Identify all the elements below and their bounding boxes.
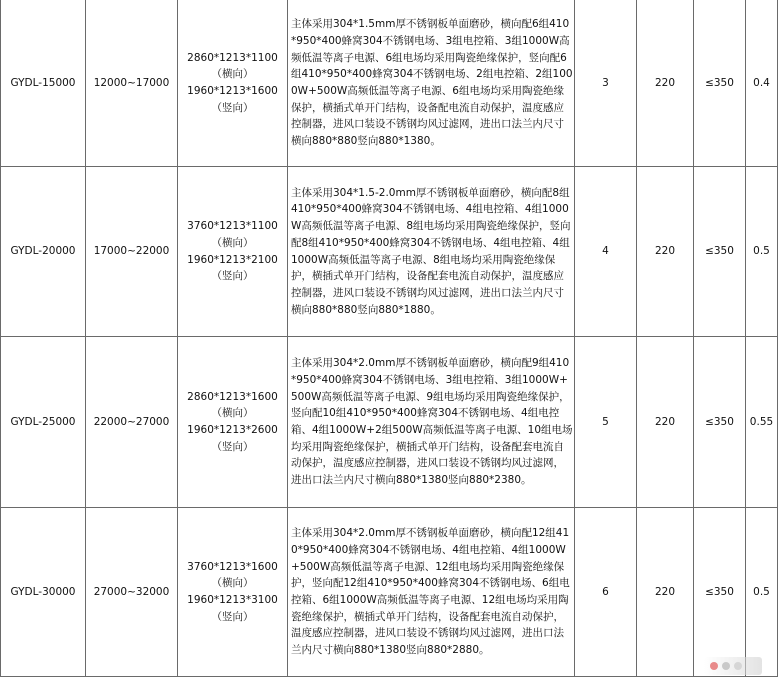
table-row xyxy=(1,337,778,508)
orientation-label: （横向） xyxy=(211,236,254,249)
airflow-range-cell: 22000~27000 xyxy=(86,337,178,508)
airflow-range-cell: 27000~32000 xyxy=(86,508,178,677)
description-cell xyxy=(288,167,575,337)
quantity-cell: 4 xyxy=(575,167,637,337)
orientation-label: （竖向） xyxy=(211,610,254,623)
model-cell: GYDL-20000 xyxy=(1,167,86,337)
voltage-cell: 220 xyxy=(637,167,694,337)
pressure-cell: ≤350 xyxy=(694,167,746,337)
dimension-vertical: 1960*1213*1600 xyxy=(187,85,278,97)
power-cell: 0.5 xyxy=(746,167,778,337)
description-text: 主体采用304*2.0mm厚不锈钢板单面磨砂，横向配9组410*950*400蜂窝304不锈钢电场、3组电控箱、3组1000W+500W高频低温等离子电源、9组电场均采用陶瓷绝缘保护，竖向配10组410*950*400蜂窝304不锈钢电场、4组电控箱、4组1000W+2组500W高频低温等离子电源、10组电场均采用陶瓷绝缘保护，横插式单开门结构，设备配套电流自动保护，温度感应控制器，进风口装设不锈钢均风过滤网，进出口法兰内尺寸横向880*1380竖向880*2380。 xyxy=(291,357,573,487)
dimension-vertical: 1960*1213*2600 xyxy=(187,424,278,436)
voltage-cell: 220 xyxy=(637,508,694,677)
quantity-cell: 3 xyxy=(575,0,637,167)
description-text: 主体采用304*1.5mm厚不锈钢板单面磨砂，横向配6组410*950*400蜂窝304不锈钢电场、3组电控箱、3组1000W高频低温等离子电源、6组电场均采用陶瓷绝缘保护，竖向配6组410*950*400蜂窝304不锈钢电场、2组电控箱、2组1000W+500W高频低温等离子电源、6组电场均采用陶瓷绝缘保护，横插式单开门结构，设备配电流自动保护，温度感应控制器，进风口装设不锈钢均风过滤网，进出口法兰内尺寸横向880*880竖向880*1380。 xyxy=(291,18,573,148)
dimension-horizontal: 2860*1213*1600 xyxy=(187,390,278,403)
dimension-vertical: 1960*1213*2100 xyxy=(187,253,278,266)
description-text: 主体采用304*1.5-2.0mm厚不锈钢板单面磨砂，横向配8组410*950*400蜂窝304不锈钢电场、4组电控箱、4组1000W高频低温等离子电源、8组电场均采用陶瓷绝缘保护，竖向配8组410*950*400蜂窝304不锈钢电场、4组电控箱、4组1000W高频低温等离子电源、8组电场均采用陶瓷绝缘保护，横插式单开门结构，设备配套电流自动保护，温度感应控制器，进风口装设不锈钢均风过滤网，进出口法兰内尺寸横向880*880竖向880*1880。 xyxy=(291,186,571,316)
watermark-mark xyxy=(710,662,718,670)
dimensions-cell xyxy=(178,0,288,167)
table-row xyxy=(1,0,778,167)
dimension-horizontal: 3760*1213*1100 xyxy=(187,220,278,233)
power-cell: 0.5 xyxy=(746,508,778,677)
model-cell: GYDL-15000 xyxy=(1,0,86,167)
description-text: 主体采用304*2.0mm厚不锈钢板单面磨砂，横向配12组410*950*400蜂窝304不锈钢电场、4组电控箱、4组1000W+500W高频低温等离子电源、12组电场均采用陶瓷绝缘保护，竖向配12组410*950*400蜂窝304不锈钢电场、6组电控箱、6组1000W高频低温等离子电源、12组电场均采用陶瓷绝缘保护，横插式单开门结构，设备配套电流自动保护，温度感应控制器，进风口装设不锈钢均风过滤网，进出口法兰内尺寸横向880*1380竖向880*2880。 xyxy=(291,527,570,657)
dimension-vertical: 1960*1213*3100 xyxy=(187,594,278,606)
model-cell: GYDL-30000 xyxy=(1,508,86,677)
description-cell xyxy=(288,508,575,677)
watermark-mark xyxy=(734,662,742,670)
dimensions-cell xyxy=(178,508,288,677)
power-cell: 0.4 xyxy=(746,0,778,167)
airflow-range-cell: 17000~22000 xyxy=(86,167,178,337)
watermark-logo xyxy=(704,657,762,675)
orientation-label: （横向） xyxy=(211,407,254,420)
orientation-label: （竖向） xyxy=(211,270,254,283)
dimension-horizontal: 2860*1213*1100 xyxy=(187,51,278,64)
model-cell: GYDL-25000 xyxy=(1,337,86,508)
pressure-cell: ≤350 xyxy=(694,508,746,677)
voltage-cell: 220 xyxy=(637,337,694,508)
orientation-label: （竖向） xyxy=(211,101,254,114)
orientation-label: （竖向） xyxy=(211,440,254,453)
orientation-label: （横向） xyxy=(211,577,254,590)
quantity-cell: 6 xyxy=(575,508,637,677)
quantity-cell: 5 xyxy=(575,337,637,508)
table-row xyxy=(1,508,778,677)
dimensions-cell xyxy=(178,167,288,337)
dimensions-cell xyxy=(178,337,288,508)
description-cell xyxy=(288,337,575,508)
dimension-horizontal: 3760*1213*1600 xyxy=(187,560,278,573)
description-cell xyxy=(288,0,575,167)
table-row xyxy=(1,167,778,337)
airflow-range-cell: 12000~17000 xyxy=(86,0,178,167)
watermark-mark xyxy=(722,662,730,670)
pressure-cell: ≤350 xyxy=(694,337,746,508)
voltage-cell: 220 xyxy=(637,0,694,167)
power-cell: 0.55 xyxy=(746,337,778,508)
pressure-cell: ≤350 xyxy=(694,0,746,167)
orientation-label: （横向） xyxy=(211,68,254,81)
